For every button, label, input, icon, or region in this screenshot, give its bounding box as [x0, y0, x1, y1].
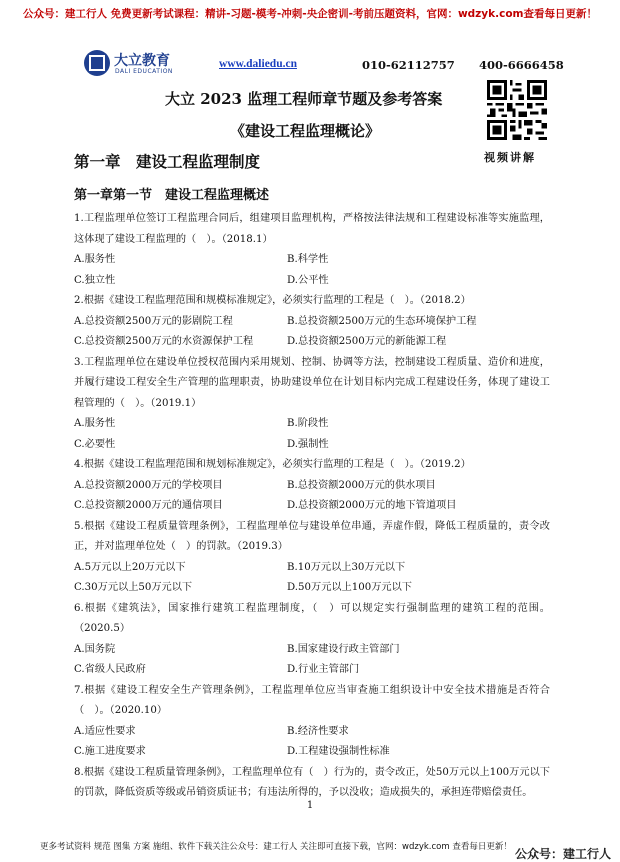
option: B.经济性要求: [287, 725, 349, 737]
option: D.公平性: [287, 274, 329, 286]
option-list: [74, 414, 550, 455]
option: A.服务性: [74, 254, 116, 265]
question: [74, 763, 550, 804]
logo-icon: [84, 50, 110, 76]
question-text: 2.根据《建设工程监理范围和规模标准规定》，必须实行监理的工程是（ ）。（2018.2）: [74, 295, 471, 306]
question-text: 6.根据《建筑法》，国家推行建筑工程监理制度，（ ）可以规定实行强制监理的建筑工程的范围。（2020.5）: [74, 602, 550, 634]
option-list: [74, 722, 550, 763]
question-list: [74, 209, 550, 804]
question-text: 8.根据《建设工程质量管理条例》，工程监理单位有（ ）行为的，责令改正，处50万元以上100万元以下的罚款，降低资质等级或吊销资质证书；有违法所得的，予以没收；造成损失的，承担连带赔偿责任。: [74, 766, 550, 798]
option: A.国务院: [74, 643, 116, 655]
option: D.总投资额2500万元的新能源工程: [287, 336, 447, 347]
option: C.必要性: [74, 438, 116, 450]
option: B.阶段性: [287, 418, 329, 429]
question: [74, 681, 550, 763]
option: B.国家建设行政主管部门: [287, 643, 400, 655]
qr-label: 视频讲解: [484, 151, 536, 164]
footer-note: 更多考试资料 规范 图集 方案 施组、软件下载关注公众号：建工行人 关注即可直接下载，官网：wdzyk.com 查看每日更新！: [40, 842, 512, 852]
option: A.5万元以上20万元以下: [74, 561, 186, 573]
option: B.科学性: [287, 254, 329, 265]
option: C.30万元以上50万元以下: [74, 582, 193, 593]
question: [74, 517, 550, 599]
document-subtitle: 《建设工程监理概论》: [230, 122, 381, 140]
question-text: 7.根据《建设工程安全生产管理条例》，工程监理单位应当审查施工组织设计中安全技术措施是否符合（ ）。（2020.10）: [74, 684, 550, 716]
page-number: 1: [306, 800, 314, 811]
phone-number-2: 400-6666458: [479, 58, 564, 72]
option: C.独立性: [74, 274, 116, 286]
option: C.省级人民政府: [74, 664, 146, 675]
option-list: [74, 312, 550, 353]
question-text: 4.根据《建设工程监理范围和规划标准规定》，必须实行监理的工程是（ ）。（2019.2）: [74, 459, 471, 470]
section-heading: 第一章第一节 建设工程监理概述: [74, 188, 270, 203]
option: A.适应性要求: [74, 725, 136, 737]
option-list: [74, 476, 550, 517]
document-title: 大立 2023 监理工程师章节题及参考答案: [165, 90, 443, 108]
option: A.服务性: [74, 418, 116, 429]
question-text: 3.工程监理单位在建设单位授权范围内采用规划、控制、协调等方法，控制建设工程质量、造价和进度，并履行建设工程安全生产管理的监理职责，协助建设单位在计划目标内完成工程建设任务，体现了建设工程管理的（ ）。（2019.1）: [74, 356, 550, 409]
qr-code-icon[interactable]: [487, 80, 547, 140]
logo: [84, 50, 176, 84]
option: A.总投资额2000万元的学校项目: [74, 479, 223, 491]
option-list: [74, 558, 550, 599]
option: C.施工进度要求: [74, 746, 146, 757]
option: D.行业主管部门: [287, 664, 360, 675]
option: B.10万元以上30万元以下: [287, 561, 406, 573]
phone-number-1: 010-62112757: [362, 58, 455, 72]
question: [74, 353, 550, 456]
question: [74, 291, 550, 353]
logo-text: 大立教育: [114, 53, 170, 69]
question: [74, 209, 550, 291]
website-link[interactable]: www.daliedu.cn: [219, 58, 297, 70]
option: D.50万元以上100万元以下: [287, 582, 412, 593]
option: B.总投资额2000万元的供水项目: [287, 479, 436, 491]
option: D.强制性: [287, 438, 329, 450]
option: B.总投资额2500万元的生态环境保护工程: [287, 315, 477, 327]
option-list: [74, 640, 550, 681]
chapter-heading: 第一章 建设工程监理制度: [74, 153, 261, 171]
watermark: 公众号：建工行人: [515, 847, 612, 861]
top-banner: 公众号：建工行人 免费更新考试课程：精讲-习题-模考-冲刺-央企密训-考前压题资料，官网：wdzyk.com查看每日更新！: [23, 8, 597, 20]
question-text: 1.工程监理单位签订工程监理合同后，组建项目监理机构，严格按法律法规和工程建设标准等实施监理，这体现了建设工程监理的（ ）。（2018.1）: [74, 213, 550, 245]
option: C.总投资额2000万元的通信项目: [74, 500, 223, 511]
option: C.总投资额2500万元的水资源保护工程: [74, 336, 254, 347]
option-list: [74, 250, 550, 291]
option: D.工程建设强制性标准: [287, 746, 390, 757]
logo-subtext: DALI EDUCATION: [115, 68, 173, 75]
option: A.总投资额2500万元的影剧院工程: [74, 315, 233, 327]
option: D.总投资额2000万元的地下管道项目: [287, 500, 457, 511]
question: [74, 455, 550, 517]
question-text: 5.根据《建设工程质量管理条例》，工程监理单位与建设单位串通，弄虚作假，降低工程质量的，责令改正，并对监理单位处（ ）的罚款。（2019.3）: [74, 520, 550, 552]
question: [74, 599, 550, 681]
